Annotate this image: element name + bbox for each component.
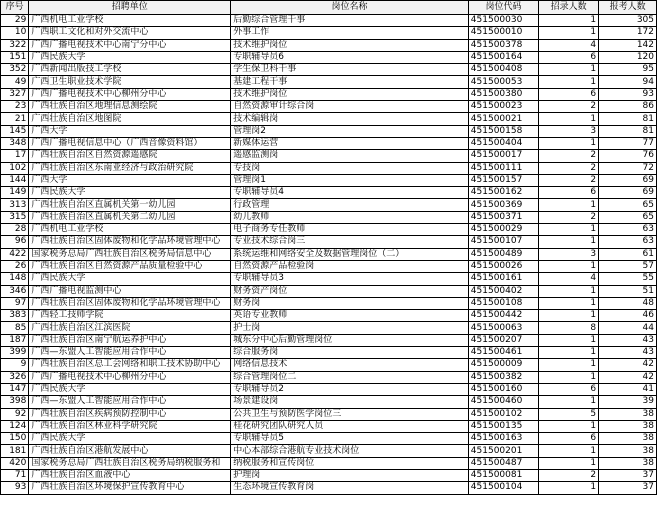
cell-apply: 6 (539, 433, 599, 445)
cell-apply: 1 (539, 457, 599, 469)
cell-position: 中心本部综合港航专业技术岗位 (231, 445, 469, 457)
table-row (1, 248, 657, 260)
cell-report: 38 (599, 445, 657, 457)
cell-seq: 26 (1, 260, 29, 272)
cell-report: 51 (599, 285, 657, 297)
cell-apply: 2 (539, 469, 599, 481)
cell-code: 451500108 (468, 297, 538, 309)
cell-apply: 8 (539, 322, 599, 334)
cell-position: 外事工作 (231, 27, 469, 39)
cell-position: 场景建设岗 (231, 396, 469, 408)
cell-unit: 广西壮族自治区林业科学研究院 (29, 420, 231, 432)
cell-position: 基建工程干事 (231, 76, 469, 88)
cell-report: 61 (599, 248, 657, 260)
table-row (1, 310, 657, 322)
cell-code: 451500081 (468, 469, 538, 481)
cell-seq: 315 (1, 211, 29, 223)
cell-position: 综合管理岗位二 (231, 371, 469, 383)
cell-unit: 广西壮族自治区直属机关第二幼儿园 (29, 211, 231, 223)
table-row (1, 224, 657, 236)
cell-code: 451500164 (468, 51, 538, 63)
cell-unit: 广西壮族自治区环境保护宣传教育中心 (29, 482, 231, 494)
cell-apply: 1 (539, 285, 599, 297)
cell-apply: 3 (539, 125, 599, 137)
table-row (1, 174, 657, 186)
table-row (1, 15, 657, 27)
cell-report: 38 (599, 420, 657, 432)
cell-unit: 广西壮族自治区自然资源遥感院 (29, 150, 231, 162)
cell-position: 管理岗2 (231, 125, 469, 137)
cell-code: 451500489 (468, 248, 538, 260)
cell-apply: 2 (539, 150, 599, 162)
cell-report: 93 (599, 88, 657, 100)
cell-seq: 420 (1, 457, 29, 469)
table-row (1, 396, 657, 408)
header-report: 报考人数 (599, 1, 657, 15)
cell-seq: 17 (1, 150, 29, 162)
cell-unit: 广西民族大学 (29, 273, 231, 285)
table-row (1, 162, 657, 174)
cell-seq: 313 (1, 199, 29, 211)
cell-seq: 348 (1, 137, 29, 149)
header-apply: 招录人数 (539, 1, 599, 15)
cell-apply: 6 (539, 383, 599, 395)
cell-position: 技术维护岗位 (231, 88, 469, 100)
cell-report: 69 (599, 174, 657, 186)
cell-apply: 1 (539, 482, 599, 494)
table-row (1, 88, 657, 100)
cell-apply: 2 (539, 101, 599, 113)
cell-apply: 1 (539, 297, 599, 309)
cell-code: 451500010 (468, 27, 538, 39)
cell-unit: 广西大学 (29, 174, 231, 186)
cell-report: 42 (599, 359, 657, 371)
cell-report: 86 (599, 101, 657, 113)
cell-report: 142 (599, 39, 657, 51)
cell-apply: 1 (539, 137, 599, 149)
cell-position: 护理岗 (231, 469, 469, 481)
table-row (1, 371, 657, 383)
table-row (1, 51, 657, 63)
cell-report: 37 (599, 482, 657, 494)
cell-seq: 326 (1, 371, 29, 383)
table-row (1, 408, 657, 420)
cell-code: 451500026 (468, 260, 538, 272)
cell-code: 451500162 (468, 187, 538, 199)
cell-position: 网络信息技术 (231, 359, 469, 371)
cell-position: 管理岗1 (231, 174, 469, 186)
cell-code: 451500161 (468, 273, 538, 285)
cell-seq: 144 (1, 174, 29, 186)
cell-apply: 5 (539, 408, 599, 420)
cell-code: 451500102 (468, 408, 538, 420)
cell-seq: 399 (1, 347, 29, 359)
cell-report: 63 (599, 236, 657, 248)
cell-unit: 广西壮族自治区血液中心 (29, 469, 231, 481)
cell-seq: 9 (1, 359, 29, 371)
cell-apply: 3 (539, 248, 599, 260)
cell-unit: 广西民族大学 (29, 187, 231, 199)
cell-seq: 147 (1, 383, 29, 395)
cell-report: 69 (599, 187, 657, 199)
table-row (1, 39, 657, 51)
cell-report: 120 (599, 51, 657, 63)
table-row (1, 334, 657, 346)
cell-code: 451500111 (468, 162, 538, 174)
cell-report: 37 (599, 469, 657, 481)
cell-unit: 广西机电工业学校 (29, 15, 231, 27)
cell-seq: 187 (1, 334, 29, 346)
cell-seq: 327 (1, 88, 29, 100)
cell-unit: 广西壮族自治区东南亚经济与政治研究院 (29, 162, 231, 174)
table-row (1, 199, 657, 211)
cell-code: 451500053 (468, 76, 538, 88)
cell-seq: 150 (1, 433, 29, 445)
cell-position: 电子商务专任教师 (231, 224, 469, 236)
cell-report: 48 (599, 297, 657, 309)
table-row (1, 469, 657, 481)
cell-apply: 4 (539, 273, 599, 285)
cell-seq: 10 (1, 27, 29, 39)
cell-code: 451500023 (468, 101, 538, 113)
cell-position: 幼儿教师 (231, 211, 469, 223)
cell-unit: 广西壮族自治区江滨医院 (29, 322, 231, 334)
cell-unit: 广西新闻出版技工学校 (29, 64, 231, 76)
table-row (1, 482, 657, 494)
cell-seq: 85 (1, 322, 29, 334)
cell-seq: 398 (1, 396, 29, 408)
cell-code: 451500135 (468, 420, 538, 432)
cell-apply: 1 (539, 76, 599, 88)
cell-code: 451500442 (468, 310, 538, 322)
cell-position: 护士岗 (231, 322, 469, 334)
cell-seq: 148 (1, 273, 29, 285)
cell-position: 遥感监测岗 (231, 150, 469, 162)
table-row (1, 125, 657, 137)
cell-seq: 97 (1, 297, 29, 309)
cell-report: 38 (599, 433, 657, 445)
cell-seq: 422 (1, 248, 29, 260)
table-row (1, 445, 657, 457)
cell-code: 451500163 (468, 433, 538, 445)
cell-report: 55 (599, 273, 657, 285)
table-row (1, 150, 657, 162)
cell-report: 172 (599, 27, 657, 39)
cell-unit: 广西壮族自治区自然资源产品质量检验中心 (29, 260, 231, 272)
header-code: 岗位代码 (468, 1, 538, 15)
cell-position: 自然资源审计综合岗 (231, 101, 469, 113)
cell-unit: 广西壮族自治区直属机关第一幼儿园 (29, 199, 231, 211)
cell-position: 财务岗 (231, 297, 469, 309)
table-row (1, 64, 657, 76)
cell-unit: 广西广播电视技术中心柳州分中心 (29, 88, 231, 100)
cell-seq: 96 (1, 236, 29, 248)
cell-code: 451500030 (468, 15, 538, 27)
cell-seq: 49 (1, 76, 29, 88)
table-row (1, 457, 657, 469)
cell-apply: 6 (539, 88, 599, 100)
cell-position: 技术维护岗位 (231, 39, 469, 51)
cell-position: 英语专业教师 (231, 310, 469, 322)
cell-apply: 1 (539, 359, 599, 371)
cell-apply: 1 (539, 445, 599, 457)
cell-report: 95 (599, 64, 657, 76)
cell-seq: 151 (1, 51, 29, 63)
cell-code: 451500408 (468, 64, 538, 76)
cell-apply: 1 (539, 347, 599, 359)
cell-unit: 国家税务总局广西壮族自治区税务局纳税服务和 (29, 457, 231, 469)
cell-code: 451500107 (468, 236, 538, 248)
cell-report: 305 (599, 15, 657, 27)
cell-seq: 92 (1, 408, 29, 420)
table-row (1, 347, 657, 359)
cell-apply: 1 (539, 27, 599, 39)
cell-code: 451500404 (468, 137, 538, 149)
cell-code: 451500009 (468, 359, 538, 371)
table-row (1, 359, 657, 371)
cell-report: 46 (599, 310, 657, 322)
cell-unit: 国家税务总局广西壮族自治区税务局信息中心 (29, 248, 231, 260)
table-row (1, 297, 657, 309)
cell-report: 41 (599, 383, 657, 395)
table-row (1, 420, 657, 432)
cell-code: 451500369 (468, 199, 538, 211)
cell-unit: 广西广播电视技术中心南宁分中心 (29, 39, 231, 51)
cell-unit: 广西壮族自治区南宁航运养护中心 (29, 334, 231, 346)
cell-code: 451500207 (468, 334, 538, 346)
cell-position: 后勤综合管理干事 (231, 15, 469, 27)
cell-position: 学生保卫科干事 (231, 64, 469, 76)
cell-unit: 广西卫生职业技术学院 (29, 76, 231, 88)
cell-unit: 广西民族大学 (29, 433, 231, 445)
cell-unit: 广西壮族自治区港航发展中心 (29, 445, 231, 457)
header-row (1, 1, 657, 15)
table-row (1, 211, 657, 223)
header-seq: 序号 (1, 1, 29, 15)
cell-seq: 145 (1, 125, 29, 137)
cell-unit: 广西大学 (29, 125, 231, 137)
cell-code: 451500029 (468, 224, 538, 236)
cell-code: 451500460 (468, 396, 538, 408)
cell-code: 451500461 (468, 347, 538, 359)
cell-report: 65 (599, 211, 657, 223)
cell-position: 桂花研究团队研究人员 (231, 420, 469, 432)
cell-unit: 广西机电工业学校 (29, 224, 231, 236)
cell-apply: 2 (539, 162, 599, 174)
cell-report: 39 (599, 396, 657, 408)
cell-apply: 1 (539, 334, 599, 346)
cell-position: 技术编辑岗 (231, 113, 469, 125)
cell-apply: 1 (539, 15, 599, 27)
cell-position: 专职辅导员2 (231, 383, 469, 395)
cell-apply: 1 (539, 64, 599, 76)
table-row (1, 113, 657, 125)
cell-code: 451500104 (468, 482, 538, 494)
cell-position: 系统运维和网络安全及数据管理岗位（二） (231, 248, 469, 260)
cell-unit: 广西壮族自治区总工会网络和职工技术协助中心 (29, 359, 231, 371)
cell-seq: 322 (1, 39, 29, 51)
cell-report: 77 (599, 137, 657, 149)
cell-code: 451500157 (468, 174, 538, 186)
cell-report: 65 (599, 199, 657, 211)
cell-apply: 2 (539, 211, 599, 223)
cell-code: 451500160 (468, 383, 538, 395)
cell-position: 城东分中心后勤管理岗位 (231, 334, 469, 346)
cell-report: 63 (599, 224, 657, 236)
cell-seq: 29 (1, 15, 29, 27)
cell-position: 专业技术综合岗三 (231, 236, 469, 248)
cell-unit: 广西广播电视信息中心（广西音像资料馆） (29, 137, 231, 149)
cell-report: 38 (599, 408, 657, 420)
cell-position: 公共卫生与预防医学岗位三 (231, 408, 469, 420)
table-row (1, 285, 657, 297)
cell-unit: 广西壮族自治区地理信息测绘院 (29, 101, 231, 113)
cell-unit: 广西—东盟人工智能应用合作中心 (29, 347, 231, 359)
cell-report: 81 (599, 113, 657, 125)
cell-apply: 6 (539, 51, 599, 63)
cell-unit: 广西壮族自治区固体废物和化学品环境管理中心 (29, 236, 231, 248)
cell-apply: 1 (539, 396, 599, 408)
cell-unit: 广西民族大学 (29, 383, 231, 395)
table-row (1, 187, 657, 199)
cell-seq: 23 (1, 101, 29, 113)
cell-apply: 1 (539, 310, 599, 322)
cell-unit: 广西壮族自治区地图院 (29, 113, 231, 125)
table-row (1, 433, 657, 445)
header-unit: 招聘单位 (29, 1, 231, 15)
table-row (1, 260, 657, 272)
table-row (1, 137, 657, 149)
cell-position: 专职辅导员4 (231, 187, 469, 199)
cell-unit: 广西壮族自治区疾病预防控制中心 (29, 408, 231, 420)
cell-position: 专职辅导员5 (231, 433, 469, 445)
cell-code: 451500402 (468, 285, 538, 297)
table-row (1, 383, 657, 395)
cell-code: 451500380 (468, 88, 538, 100)
cell-apply: 1 (539, 420, 599, 432)
cell-apply: 6 (539, 187, 599, 199)
cell-position: 综合服务岗 (231, 347, 469, 359)
cell-report: 44 (599, 322, 657, 334)
cell-position: 财务资产岗位 (231, 285, 469, 297)
table-row (1, 273, 657, 285)
cell-report: 57 (599, 260, 657, 272)
cell-code: 451500378 (468, 39, 538, 51)
cell-apply: 1 (539, 371, 599, 383)
cell-unit: 广西民族大学 (29, 51, 231, 63)
cell-seq: 102 (1, 162, 29, 174)
table-row (1, 76, 657, 88)
cell-code: 451500201 (468, 445, 538, 457)
cell-apply: 1 (539, 236, 599, 248)
cell-position: 专职辅导员6 (231, 51, 469, 63)
cell-code: 451500487 (468, 457, 538, 469)
cell-apply: 1 (539, 260, 599, 272)
cell-position: 新媒体运营 (231, 137, 469, 149)
cell-code: 451500382 (468, 371, 538, 383)
cell-seq: 21 (1, 113, 29, 125)
cell-position: 纳税服务和宣传岗位 (231, 457, 469, 469)
table-row (1, 322, 657, 334)
cell-code: 451500021 (468, 113, 538, 125)
cell-position: 专技岗 (231, 162, 469, 174)
cell-apply: 1 (539, 199, 599, 211)
cell-report: 42 (599, 371, 657, 383)
cell-unit: 广西职工文化和对外交流中心 (29, 27, 231, 39)
cell-report: 94 (599, 76, 657, 88)
cell-unit: 广西—东盟人工智能应用合作中心 (29, 396, 231, 408)
cell-apply: 4 (539, 39, 599, 51)
cell-unit: 广西广播电视监测中心 (29, 285, 231, 297)
cell-code: 451500017 (468, 150, 538, 162)
cell-report: 43 (599, 334, 657, 346)
cell-code: 451500063 (468, 322, 538, 334)
header-position: 岗位名称 (231, 1, 469, 15)
cell-seq: 181 (1, 445, 29, 457)
cell-apply: 2 (539, 174, 599, 186)
cell-position: 自然资源产品检验岗 (231, 260, 469, 272)
cell-code: 451500371 (468, 211, 538, 223)
cell-report: 72 (599, 162, 657, 174)
cell-apply: 1 (539, 113, 599, 125)
cell-seq: 71 (1, 469, 29, 481)
cell-unit: 广西广播电视技术中心柳州分中心 (29, 371, 231, 383)
cell-unit: 广西壮族自治区固体废物和化学品环境管理中心 (29, 297, 231, 309)
cell-position: 生态环境宣传教育岗 (231, 482, 469, 494)
cell-seq: 346 (1, 285, 29, 297)
cell-seq: 124 (1, 420, 29, 432)
cell-code: 451500158 (468, 125, 538, 137)
cell-position: 行政管理 (231, 199, 469, 211)
cell-report: 81 (599, 125, 657, 137)
cell-unit: 广西轻工技师学院 (29, 310, 231, 322)
cell-seq: 93 (1, 482, 29, 494)
cell-report: 38 (599, 457, 657, 469)
cell-seq: 149 (1, 187, 29, 199)
cell-apply: 1 (539, 224, 599, 236)
cell-seq: 352 (1, 64, 29, 76)
table-row (1, 27, 657, 39)
cell-seq: 383 (1, 310, 29, 322)
table-row (1, 101, 657, 113)
table-row (1, 236, 657, 248)
cell-position: 专职辅导员3 (231, 273, 469, 285)
cell-report: 43 (599, 347, 657, 359)
cell-seq: 28 (1, 224, 29, 236)
cell-report: 76 (599, 150, 657, 162)
